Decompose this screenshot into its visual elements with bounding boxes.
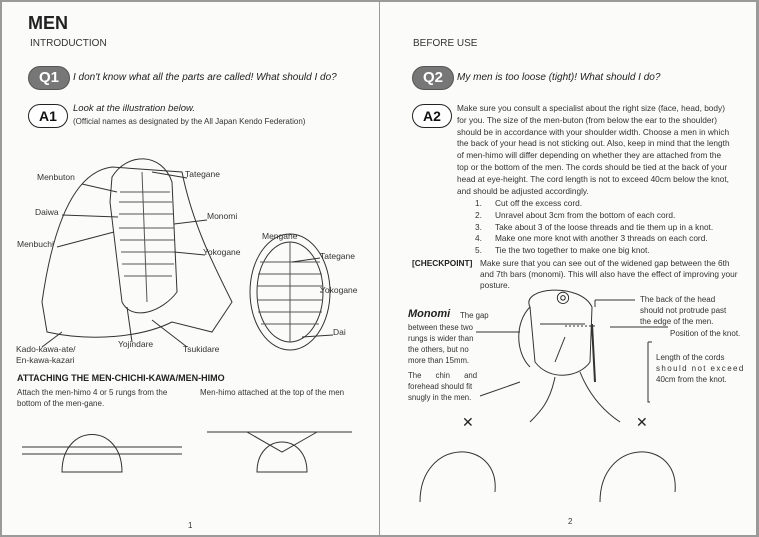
note-length-3: 40cm from the knot. bbox=[656, 375, 727, 384]
incorrect-mark-icon: ✕ bbox=[462, 414, 474, 430]
a2-line: Make sure you consult a specialist about the right size (face, head, body) bbox=[457, 103, 725, 113]
a2-line: and should be adjusted accordingly. bbox=[457, 185, 589, 196]
a2-line: the back of your head is not sticking out. Also, keep in mind that the length bbox=[457, 138, 730, 149]
step-item: 5. Tie the two together to make one big knot. bbox=[475, 245, 650, 256]
label-kado-kawa-ate: Kado-kawa-ate/ bbox=[16, 344, 76, 354]
label-tategane: Tategane bbox=[185, 169, 220, 179]
note-length-1: Length of the cords bbox=[656, 353, 725, 362]
correct-mark-icon: ◎ bbox=[556, 289, 570, 306]
a1-line1: Look at the illustration below. bbox=[73, 103, 195, 114]
note-knot: Position of the knot. bbox=[670, 329, 741, 338]
section-heading: INTRODUCTION bbox=[30, 38, 107, 49]
chin-1: The chin and bbox=[408, 371, 478, 380]
step-item: 3. Take about 3 of the loose threads and tie them up in a knot. bbox=[475, 221, 714, 232]
checkpoint-line3: posture. bbox=[480, 280, 510, 290]
note-length-2: should not exceed bbox=[656, 364, 745, 373]
attach-left-2: bottom of the men-gane. bbox=[17, 399, 105, 408]
men-illustration bbox=[2, 2, 379, 535]
label-yojindare: Yojindare bbox=[118, 339, 154, 349]
label-tategane-front: Tategane bbox=[320, 251, 355, 261]
checkpoint-line2: and 7th bars (monomi). This will also have the effect of improving your bbox=[480, 269, 738, 279]
note-back-2: should not protrude past bbox=[640, 306, 727, 315]
step-item: 4. Make one more knot with another 3 threads on each cord. bbox=[475, 233, 708, 244]
head-illustration bbox=[380, 2, 756, 535]
label-daiwa: Daiwa bbox=[35, 207, 59, 217]
note-back-3: the edge of the men. bbox=[640, 317, 714, 326]
a1-line2: (Official names as designated by the All Japan Kendo Federation) bbox=[73, 117, 306, 126]
label-dai: Dai bbox=[333, 327, 346, 337]
monomi-1: The gap bbox=[460, 311, 489, 320]
attach-right: Men-himo attached at the top of the men bbox=[200, 388, 345, 397]
label-en-kawa-kazari: En-kawa-kazari bbox=[16, 355, 75, 365]
monomi-4: the others, but no bbox=[408, 345, 469, 354]
page-title: MEN bbox=[28, 13, 68, 33]
label-tsukidare: Tsukidare bbox=[183, 344, 220, 354]
a2-line: for you. The size of the men-buton (from below the ear to the shoulder) bbox=[457, 114, 717, 125]
a2-line: top or the bottom of the men. The cords should be tied at the back of your bbox=[457, 161, 728, 172]
label-yokogane-front: Yokogane bbox=[320, 285, 358, 295]
chin-2: forehead should fit bbox=[408, 382, 473, 391]
checkpoint-tag: [CHECKPOINT] bbox=[412, 258, 473, 268]
section-heading: BEFORE USE bbox=[413, 38, 478, 49]
step-item: 2. Unravel about 3cm from the bottom of each cord. bbox=[475, 209, 676, 220]
q1-text: I don't know what all the parts are called! What should I do? bbox=[73, 72, 337, 83]
right-page bbox=[380, 2, 756, 535]
monomi-title: Monomi bbox=[408, 308, 451, 320]
label-menbuton: Menbuton bbox=[37, 172, 75, 182]
left-page bbox=[2, 2, 379, 535]
a2-line: of men-himo will differ depending on whether they are attached from the bbox=[457, 150, 722, 161]
page-number: 2 bbox=[568, 517, 573, 526]
attach-heading: ATTACHING THE MEN-CHICHI-KAWA/MEN-HIMO bbox=[17, 373, 225, 383]
q2-text: My men is too loose (tight)! What should I do? bbox=[457, 72, 661, 83]
monomi-3: rungs is wider than bbox=[408, 334, 474, 343]
q2-badge: Q2 bbox=[412, 66, 454, 90]
a1-badge: A1 bbox=[28, 104, 68, 128]
page-number: 1 bbox=[188, 521, 193, 530]
a2-line: should be in accordance with your shoulder width. Choose a men in which bbox=[457, 126, 730, 137]
incorrect-mark-icon: ✕ bbox=[636, 414, 648, 430]
chin-3: snugly in the men. bbox=[408, 393, 472, 402]
step-item: 1. Cut off the excess cord. bbox=[475, 198, 583, 208]
attach-left-1: Attach the men-himo 4 or 5 rungs from the bbox=[17, 388, 168, 397]
a2-line: head at eye-height. The cord length is not to exceed 40cm below the knot, bbox=[457, 173, 729, 184]
label-yokogane: Yokogane bbox=[203, 247, 241, 257]
monomi-2: between these two bbox=[408, 323, 474, 332]
a2-badge: A2 bbox=[412, 104, 452, 128]
label-mengane: Mengane bbox=[262, 231, 298, 241]
monomi-5: more than 15mm. bbox=[408, 356, 470, 365]
checkpoint-line1: Make sure that you can see out of the widened gap between the 6th bbox=[480, 258, 730, 268]
label-menbuchi: Menbuchi bbox=[17, 239, 54, 249]
note-back-1: The back of the head bbox=[640, 295, 716, 304]
q1-badge: Q1 bbox=[28, 66, 70, 90]
label-monomi: Monomi bbox=[207, 211, 238, 221]
